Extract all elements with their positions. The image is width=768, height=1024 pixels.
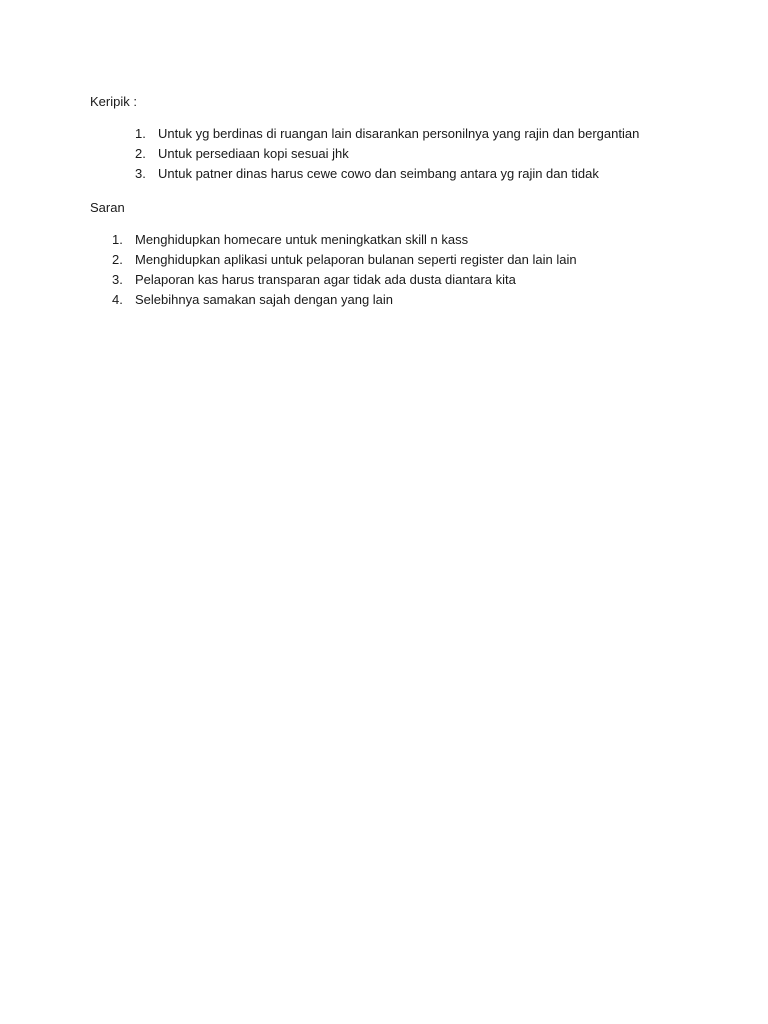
saran-list — [112, 230, 577, 310]
list-item-number: 4. — [112, 292, 123, 307]
list-item-number: 2. — [112, 252, 123, 267]
list-item-text: Pelaporan kas harus transparan agar tidak ada dusta diantara kita — [135, 272, 516, 287]
list-item — [112, 250, 577, 270]
list-item-text: Untuk patner dinas harus cewe cowo dan seimbang antara yg rajin dan tidak — [158, 166, 599, 181]
list-item — [112, 270, 577, 290]
keripik-list — [135, 124, 639, 184]
list-item — [112, 230, 577, 250]
list-item — [135, 144, 639, 164]
list-item-text: Menghidupkan homecare untuk meningkatkan skill n kass — [135, 232, 469, 247]
list-item — [135, 164, 639, 184]
list-item-number: 3. — [112, 272, 123, 287]
list-item-number: 1. — [112, 232, 123, 247]
list-item-text: Untuk yg berdinas di ruangan lain disarankan personilnya yang rajin dan bergantian — [158, 126, 640, 141]
list-item-text: Untuk persediaan kopi sesuai jhk — [158, 146, 349, 161]
list-item-text: Menghidupkan aplikasi untuk pelaporan bulanan seperti register dan lain lain — [135, 252, 577, 267]
list-item — [112, 290, 577, 310]
list-item-text: Selebihnya samakan sajah dengan yang lain — [135, 292, 394, 307]
list-item-number: 3. — [135, 166, 146, 181]
saran-heading: Saran — [90, 200, 125, 215]
keripik-heading: Keripik : — [90, 94, 137, 109]
list-item-number: 1. — [135, 126, 146, 141]
list-item — [135, 124, 639, 144]
list-item-number: 2. — [135, 146, 146, 161]
